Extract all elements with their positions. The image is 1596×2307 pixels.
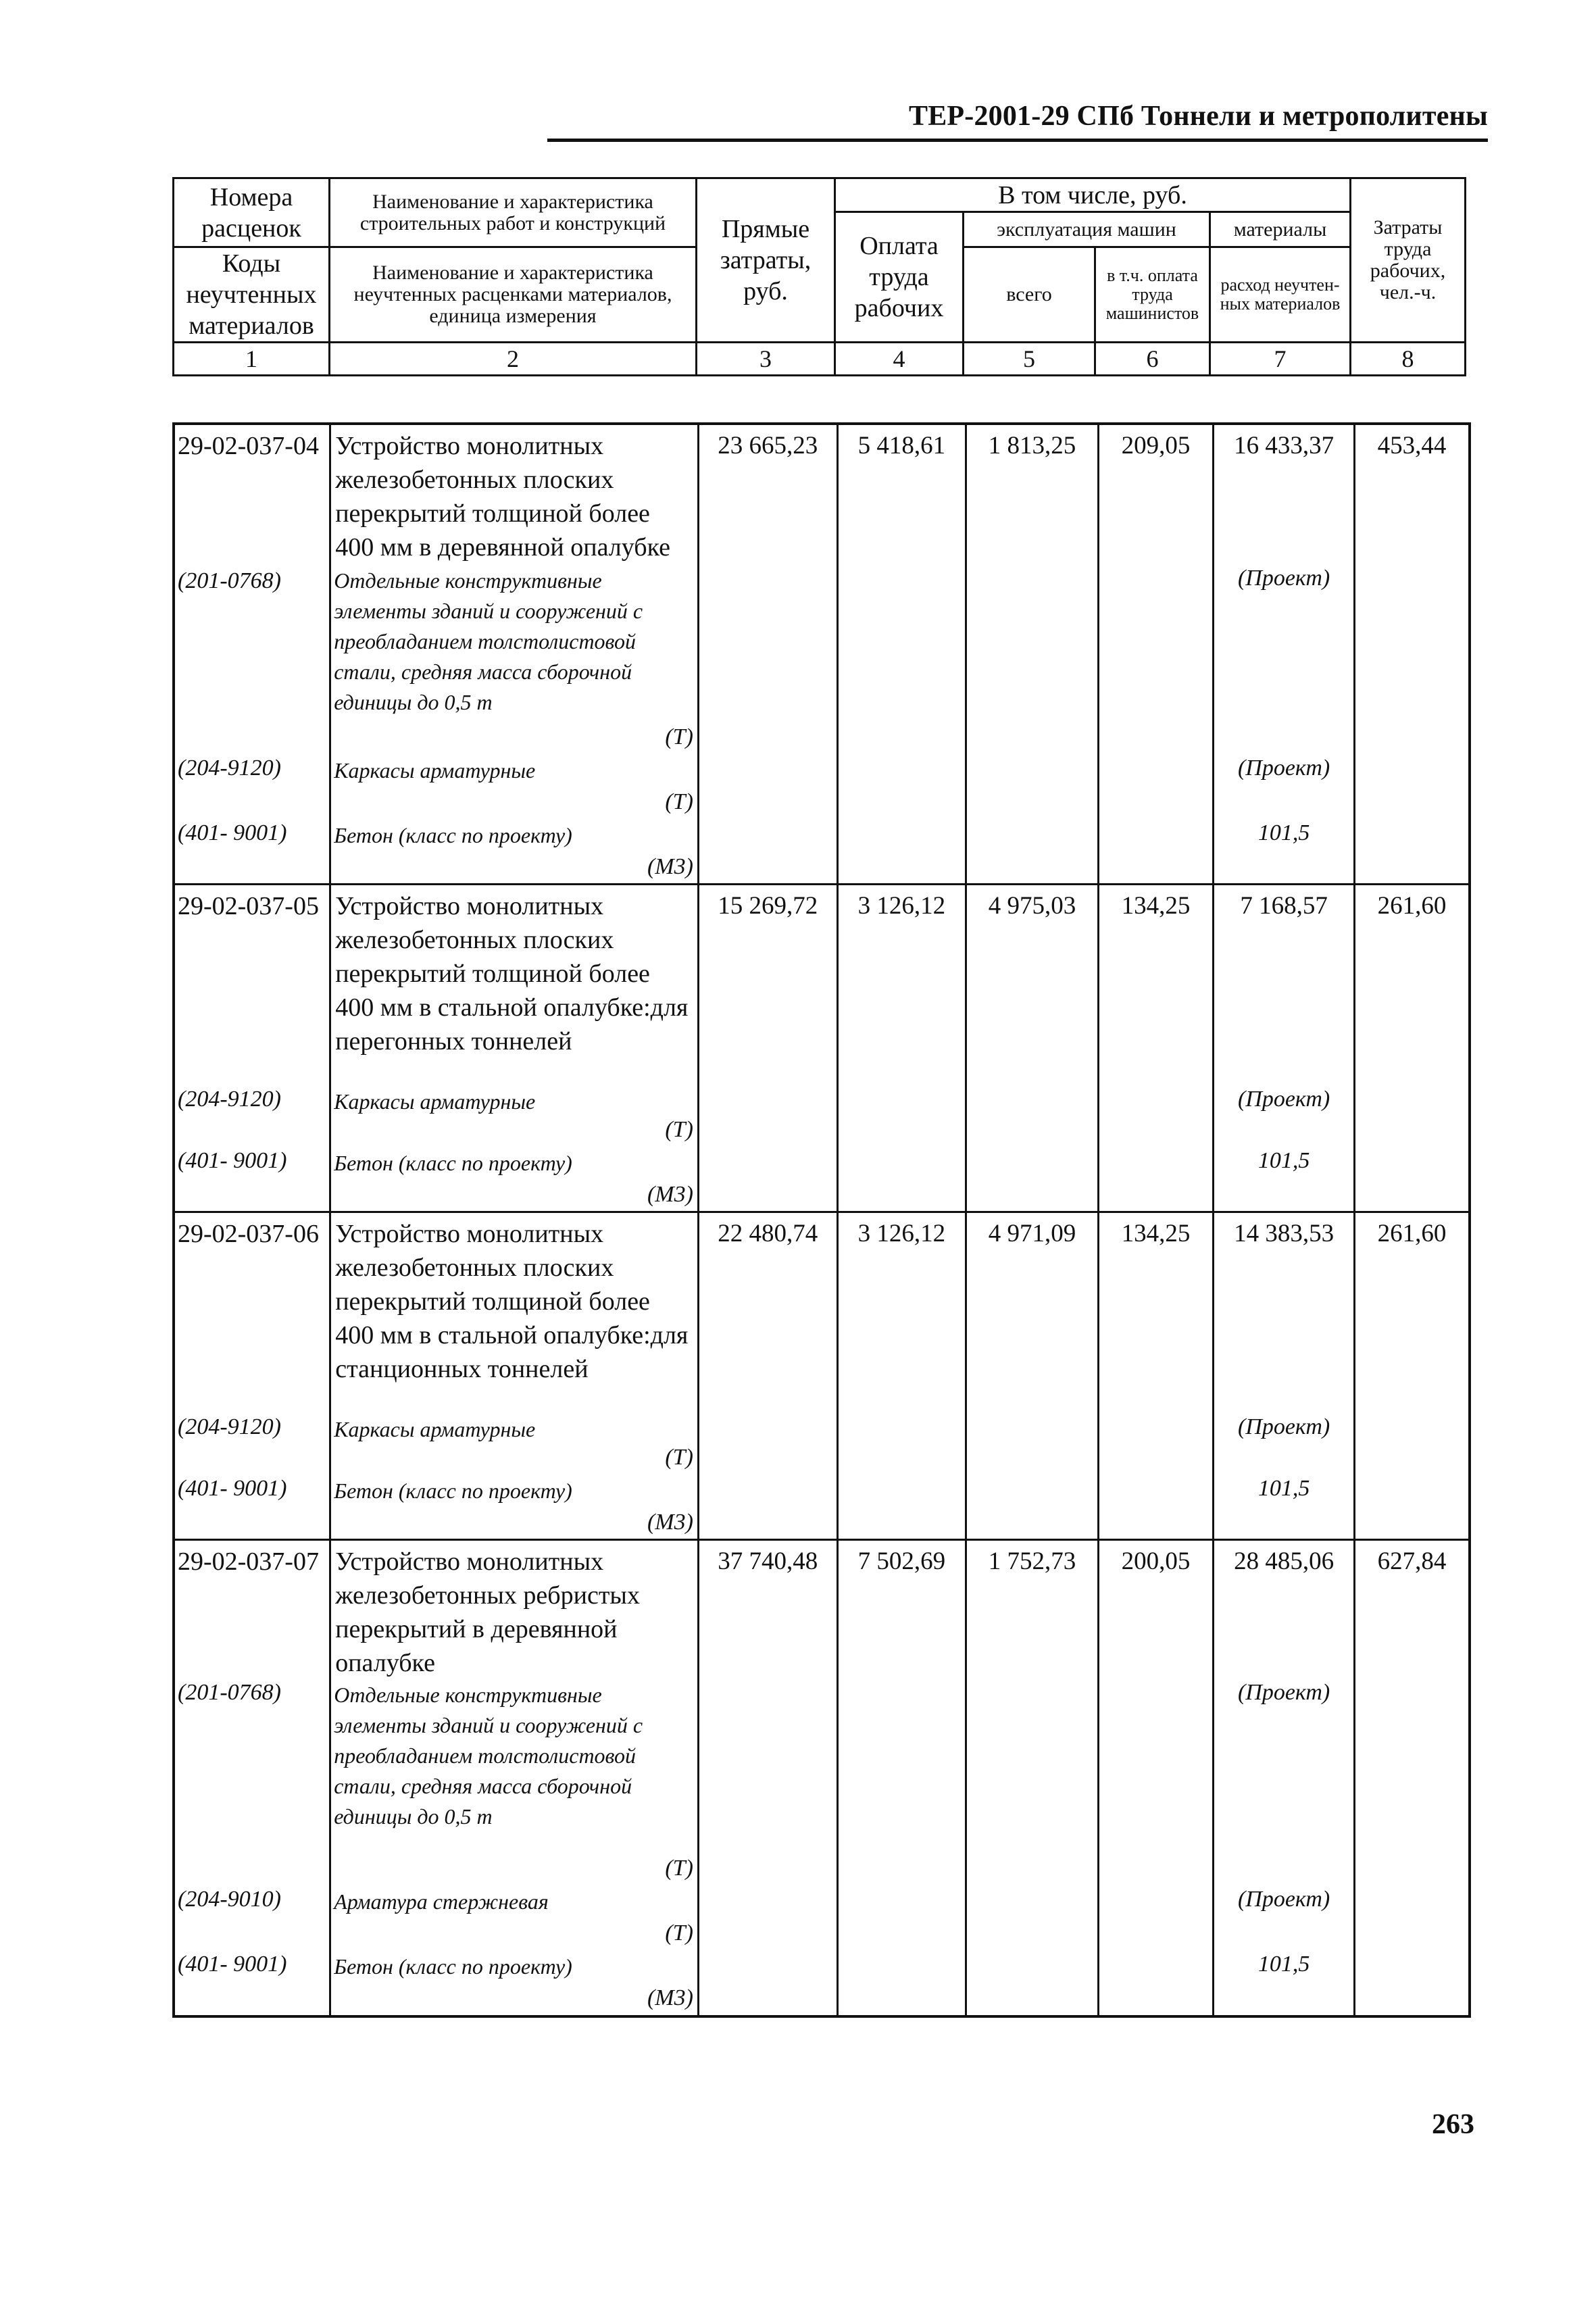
material-unit: (М3) bbox=[330, 1510, 699, 1539]
material-row bbox=[174, 1887, 1470, 1920]
header-material-name: Наименование и характеристика неучтенных расценками материалов, единица измерения bbox=[330, 247, 697, 343]
rate-row bbox=[174, 1212, 1470, 1414]
material-row bbox=[174, 755, 1470, 789]
material-code: (401- 9001) bbox=[174, 1476, 330, 1510]
header-rate-numbers: Номера расценок bbox=[174, 178, 330, 247]
material-code: (204-9120) bbox=[174, 1087, 330, 1117]
material-row bbox=[174, 820, 1470, 854]
header-material-consumption: расход неучтен-ных материалов bbox=[1210, 247, 1351, 343]
material-unit: (Т) bbox=[330, 1117, 699, 1148]
header-labor-hours: Затраты труда рабочих, чел.-ч. bbox=[1351, 178, 1466, 343]
column-number: 1 bbox=[174, 343, 330, 376]
material-value: 101,5 bbox=[1214, 1148, 1355, 1182]
rate-code: 29-02-037-07 bbox=[174, 1539, 330, 1680]
materials-cost: 14 383,53 bbox=[1214, 1212, 1355, 1414]
material-unit: (М3) bbox=[330, 1985, 699, 2016]
material-code: (201-0768) bbox=[174, 566, 330, 724]
direct-costs: 23 665,23 bbox=[698, 424, 837, 566]
rate-code: 29-02-037-06 bbox=[174, 1212, 330, 1414]
material-name: Бетон (класс по проекту) bbox=[330, 1148, 699, 1182]
material-unit-row bbox=[174, 1182, 1470, 1212]
material-unit-row bbox=[174, 1445, 1470, 1476]
material-row bbox=[174, 1476, 1470, 1510]
labor-hours: 627,84 bbox=[1354, 1539, 1470, 1680]
material-unit-row bbox=[174, 1117, 1470, 1148]
material-unit: (М3) bbox=[330, 1182, 699, 1212]
header-machinist-pay: в т.ч. оплата труда машинистов bbox=[1095, 247, 1210, 343]
header-direct-costs: Прямые затраты, руб. bbox=[697, 178, 835, 343]
rates-table bbox=[172, 422, 1471, 2018]
material-unit-row bbox=[174, 854, 1470, 884]
material-unit: (Т) bbox=[330, 724, 699, 755]
rate-name: Устройство монолитных железобетонных плоских перекрытий толщиной более 400 мм в деревянной опалубке bbox=[330, 424, 699, 566]
material-name: Бетон (класс по проекту) bbox=[330, 1476, 699, 1510]
machines-total: 1 752,73 bbox=[966, 1539, 1099, 1680]
direct-costs: 15 269,72 bbox=[698, 884, 837, 1087]
material-code: (401- 9001) bbox=[174, 820, 330, 854]
material-row bbox=[174, 1414, 1470, 1445]
material-row bbox=[174, 1680, 1470, 1856]
material-name: Отдельные конструктивные элементы зданий и сооружений с преобладанием толстолистовой стали, средняя масса сборочной единицы до 0,5 т bbox=[330, 566, 699, 724]
rate-name: Устройство монолитных железобетонных плоских перекрытий толщиной более 400 мм в стальной опалубке:для станционных тоннелей bbox=[330, 1212, 699, 1414]
material-value: 101,5 bbox=[1214, 1476, 1355, 1510]
material-code: (401- 9001) bbox=[174, 1952, 330, 1985]
material-unit: (Т) bbox=[330, 1445, 699, 1476]
material-code: (401- 9001) bbox=[174, 1148, 330, 1182]
material-unit: (М3) bbox=[330, 854, 699, 884]
machinist-pay: 209,05 bbox=[1098, 424, 1214, 566]
material-name: Отдельные конструктивные элементы зданий и сооружений с преобладанием толстолистовой стали, средняя масса сборочной единицы до 0,5 т bbox=[330, 1680, 699, 1856]
material-unit-row bbox=[174, 789, 1470, 820]
material-value: (Проект) bbox=[1214, 1887, 1355, 1920]
material-unit-row bbox=[174, 1985, 1470, 2016]
machines-total: 1 813,25 bbox=[966, 424, 1099, 566]
materials-cost: 28 485,06 bbox=[1214, 1539, 1355, 1680]
machinist-pay: 134,25 bbox=[1098, 1212, 1214, 1414]
column-header-table bbox=[172, 177, 1466, 376]
worker-pay: 5 418,61 bbox=[837, 424, 966, 566]
material-value: (Проект) bbox=[1214, 566, 1355, 724]
material-row bbox=[174, 1087, 1470, 1117]
column-number: 4 bbox=[835, 343, 964, 376]
rate-row bbox=[174, 424, 1470, 566]
header-rule bbox=[547, 139, 1488, 142]
material-name: Каркасы арматурные bbox=[330, 1087, 699, 1117]
header-unaccounted-codes: Коды неучтенных материалов bbox=[174, 247, 330, 343]
material-unit-row bbox=[174, 724, 1470, 755]
header-worker-pay: Оплата труда рабочих bbox=[835, 212, 964, 343]
column-number: 3 bbox=[697, 343, 835, 376]
material-unit-row bbox=[174, 1510, 1470, 1539]
material-value: 101,5 bbox=[1214, 1952, 1355, 1985]
machines-total: 4 975,03 bbox=[966, 884, 1099, 1087]
column-number: 2 bbox=[330, 343, 697, 376]
machines-total: 4 971,09 bbox=[966, 1212, 1099, 1414]
material-unit: (Т) bbox=[330, 1920, 699, 1952]
materials-cost: 16 433,37 bbox=[1214, 424, 1355, 566]
direct-costs: 22 480,74 bbox=[698, 1212, 837, 1414]
header-including-group: В том числе, руб. bbox=[835, 178, 1351, 212]
material-unit: (Т) bbox=[330, 789, 699, 820]
material-value: (Проект) bbox=[1214, 1087, 1355, 1117]
material-name: Арматура стержневая bbox=[330, 1887, 699, 1920]
direct-costs: 37 740,48 bbox=[698, 1539, 837, 1680]
material-unit: (Т) bbox=[330, 1856, 699, 1887]
column-number: 5 bbox=[964, 343, 1095, 376]
worker-pay: 3 126,12 bbox=[837, 884, 966, 1087]
material-unit-row bbox=[174, 1920, 1470, 1952]
material-name: Каркасы арматурные bbox=[330, 1414, 699, 1445]
materials-cost: 7 168,57 bbox=[1214, 884, 1355, 1087]
rate-code: 29-02-037-04 bbox=[174, 424, 330, 566]
labor-hours: 261,60 bbox=[1354, 1212, 1470, 1414]
material-row bbox=[174, 1148, 1470, 1182]
material-name: Бетон (класс по проекту) bbox=[330, 1952, 699, 1985]
labor-hours: 453,44 bbox=[1354, 424, 1470, 566]
rate-name: Устройство монолитных железобетонных плоских перекрытий толщиной более 400 мм в стальной опалубке:для перегонных тоннелей bbox=[330, 884, 699, 1087]
material-code: (201-0768) bbox=[174, 1680, 330, 1856]
material-code: (204-9120) bbox=[174, 755, 330, 789]
material-code: (204-9120) bbox=[174, 1414, 330, 1445]
material-code: (204-9010) bbox=[174, 1887, 330, 1920]
worker-pay: 3 126,12 bbox=[837, 1212, 966, 1414]
column-number: 8 bbox=[1351, 343, 1466, 376]
material-row bbox=[174, 1952, 1470, 1985]
worker-pay: 7 502,69 bbox=[837, 1539, 966, 1680]
material-value: (Проект) bbox=[1214, 1414, 1355, 1445]
material-value: 101,5 bbox=[1214, 820, 1355, 854]
page-number: 263 bbox=[1432, 2109, 1474, 2140]
material-row bbox=[174, 566, 1470, 724]
machinist-pay: 200,05 bbox=[1098, 1539, 1214, 1680]
rate-row bbox=[174, 884, 1470, 1087]
header-materials: материалы bbox=[1210, 212, 1351, 247]
header-machines-total: всего bbox=[964, 247, 1095, 343]
header-work-name: Наименование и характеристика строительных работ и конструкций bbox=[330, 178, 697, 247]
column-number: 6 bbox=[1095, 343, 1210, 376]
labor-hours: 261,60 bbox=[1354, 884, 1470, 1087]
material-name: Бетон (класс по проекту) bbox=[330, 820, 699, 854]
material-value: (Проект) bbox=[1214, 1680, 1355, 1856]
material-name: Каркасы арматурные bbox=[330, 755, 699, 789]
header-machines: эксплуатация машин bbox=[964, 212, 1210, 247]
material-value: (Проект) bbox=[1214, 755, 1355, 789]
machinist-pay: 134,25 bbox=[1098, 884, 1214, 1087]
column-number: 7 bbox=[1210, 343, 1351, 376]
rate-row bbox=[174, 1539, 1470, 1680]
page-header-title: ТЕР-2001-29 СПб Тоннели и метрополитены bbox=[908, 101, 1488, 132]
material-unit-row bbox=[174, 1856, 1470, 1887]
rate-name: Устройство монолитных железобетонных ребристых перекрытий в деревянной опалубке bbox=[330, 1539, 699, 1680]
rate-code: 29-02-037-05 bbox=[174, 884, 330, 1087]
